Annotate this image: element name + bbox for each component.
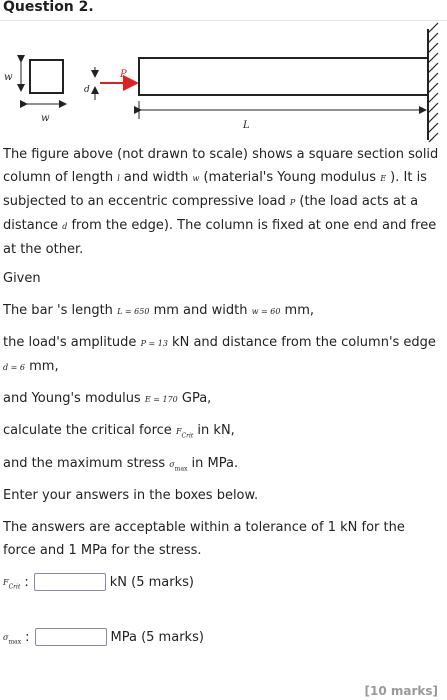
label-P: P [120,69,127,80]
f-crit-unit: kN (5 marks) [109,574,194,590]
column-bar [139,58,428,95]
task-max-stress: and the maximum stress $\sigma_{max}$ in MPa. [3,456,239,473]
question-title: Question 2. [3,0,94,15]
symbol-d: d [62,222,68,231]
given-young-modulus: and Young's modulus E = 170 GPa, [3,391,212,406]
column-figure [0,22,447,142]
wall-hatching [428,23,438,142]
cross-section-square [30,60,63,93]
label-d: d [84,85,90,95]
f-crit-symbol: $F_{Crit}$ [3,577,21,591]
title-divider [0,20,447,21]
total-marks: [10 marks] [364,684,438,698]
task-critical-force: calculate the critical force $F_{Crit}$ in kN, [3,423,235,440]
label-L: L [243,120,250,131]
tolerance-note: The answers are acceptable within a tolerance of 1 kN for the force and 1 MPa for the stress. [3,520,405,558]
f-crit-input[interactable] [34,573,106,591]
sigma-max-input[interactable] [35,628,107,646]
symbol-P: P [289,198,296,207]
label-w-left: w [4,72,13,83]
symbol-l: l [117,174,120,183]
problem-description: The figure above (not drawn to scale) shows a square section solid column of length l and width w (material's Young modulus E ). It is subjected to an eccentric compressive load P (the load acts at a distance d from the edge). The column is fixed at one end and free at the other. [3,147,439,257]
given-length-width: The bar 's length L = 650 mm and width w = 60 mm, [3,303,315,318]
given-heading: Given [3,271,41,286]
symbol-w: w [192,174,200,183]
answer-row-sigma-max: $\sigma_{max}$ : MPa (5 marks) [3,629,204,646]
sigma-max-symbol: $\sigma_{max}$ [3,632,22,646]
answer-row-f-crit: $F_{Crit}$ : kN (5 marks) [3,574,194,591]
instructions: Enter your answers in the boxes below. [3,488,259,503]
given-load-distance: the load's amplitude P = 13 kN and distance from the column's edge d = 6 mm, [3,335,436,374]
sigma-max-unit: MPa (5 marks) [110,629,204,645]
symbol-E: E [380,174,387,183]
label-w-bottom: w [41,113,50,124]
